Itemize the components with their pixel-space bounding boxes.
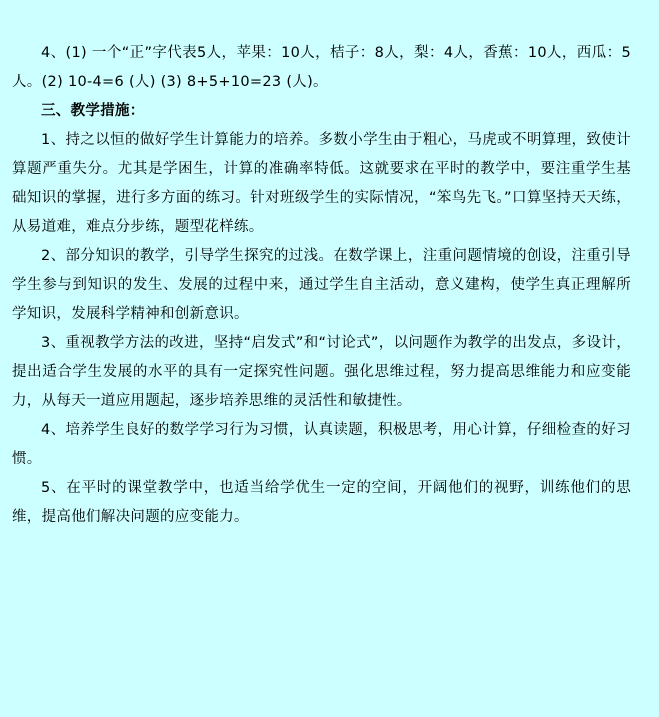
paragraph-survey-answer: 4、(1) 一个“正”字代表5人，苹果：10人，桔子：8人，梨：4人，香蕉：10人，西瓜：5人。(2) 10-4=6 (人) (3) 8+5+10=23 (人)。 (12, 45, 631, 90)
paragraph-measure-4: 4、培养学生良好的数学学习行为习惯，认真读题，积极思考，用心计算，仔细检查的好习惯。 (12, 422, 631, 467)
paragraph-measure-1: 1、持之以恒的做好学生计算能力的培养。多数小学生由于粗心，马虎或不明算理，致使计算题严重失分。尤其是学困生，计算的准确率特低。这就要求在平时的教学中，要注重学生基础知识的掌握，进行多方面的练习。针对班级学生的实际情况，“笨鸟先飞。”口算坚持天天练，从易道难，难点分步练，题型花样练。 (12, 132, 631, 235)
section-heading-teaching-measures: 三、教学措施： (41, 103, 145, 119)
paragraph-measure-3: 3、重视教学方法的改进，坚持“启发式”和“讨论式”，以问题作为教学的出发点，多设计，提出适合学生发展的水平的具有一定探究性问题。强化思维过程，努力提高思维能力和应变能力，从每天一道应用题起，逐步培养思维的灵活性和敏捷性。 (12, 335, 631, 409)
paragraph-measure-5: 5、在平时的课堂教学中，也适当给学优生一定的空间，开阔他们的视野，训练他们的思维，提高他们解决问题的应变能力。 (12, 480, 631, 525)
paragraph-measure-2: 2、部分知识的教学，引导学生探究的过浅。在数学课上，注重问题情境的创设，注重引导学生参与到知识的发生、发展的过程中来，通过学生自主活动，意义建构，使学生真正理解所学知识，发展科学精神和创新意识。 (12, 248, 631, 322)
